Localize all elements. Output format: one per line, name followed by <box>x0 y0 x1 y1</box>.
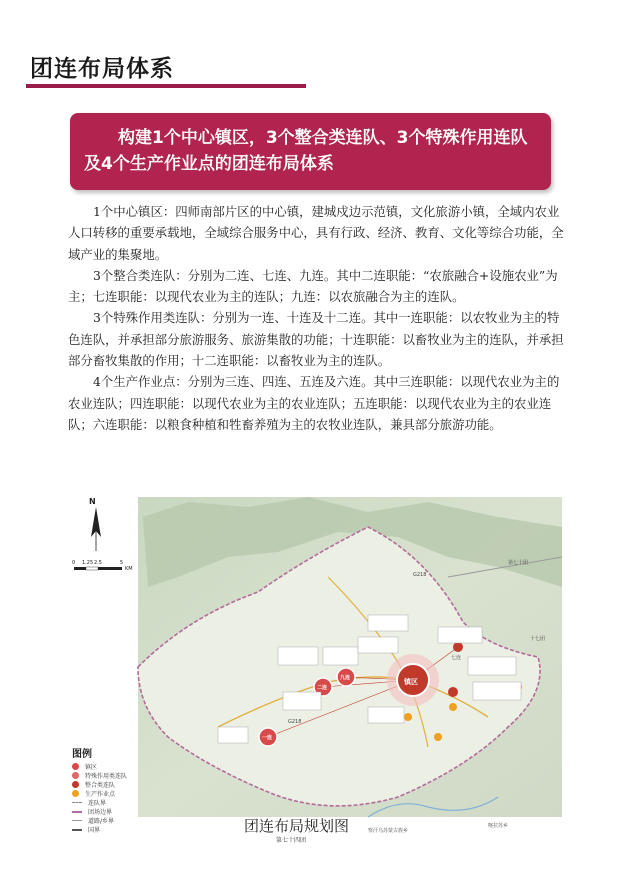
integrated-company-swatch-icon <box>72 781 79 788</box>
legend-title: 图例 <box>72 749 92 760</box>
road-label-east-township: 喀拉苏乡 <box>488 823 509 829</box>
scale-tick-3: 5 <box>120 560 124 566</box>
road-label-south-township: 察汗乌苏蒙古族乡 <box>368 828 409 834</box>
layout-map <box>68 497 562 847</box>
road-label-g218-south: G218 <box>288 719 302 725</box>
company-boundary-swatch-icon <box>72 802 82 803</box>
north-label: N <box>89 497 96 506</box>
company-seven-node <box>453 642 463 652</box>
border-swatch-icon <box>72 829 82 831</box>
production-point-swatch-icon <box>72 790 79 797</box>
paragraph-special-companies: 3个特殊作用类连队：分别为一连、十连及十二连。其中一连职能：以农牧业为主的特色连队，并承担部分旅游服务、旅游集散的功能；十连职能：以畜牧业为主的连队，并承担部分畜牧集散的作用；十二连职能：以畜牧业为主的连队。 <box>68 310 564 369</box>
map-legend <box>72 745 152 834</box>
scale-bar <box>74 567 122 570</box>
town-swatch-icon <box>72 763 79 770</box>
paragraph-town: 1个中心镇区：四师南部片区的中心镇，建城戍边示范镇，文化旅游小镇，全域内农业人口转移的重要承载地，全域综合服务中心，具有行政、经济、教育、文化等综合功能，全域产业的集聚地。 <box>68 204 564 262</box>
production-point <box>449 703 457 711</box>
body-text <box>68 201 568 435</box>
town-node-label: 镇区 <box>404 678 418 686</box>
legend-item: 整合类连队 <box>72 780 152 789</box>
legend-item: 镇区 <box>72 762 152 771</box>
legend-item: 连队界 <box>72 798 152 807</box>
headline-banner: 构建1个中心镇区，3个整合类连队、3个特殊作用连队及4个生产作业点的团连布局体系 <box>70 113 551 190</box>
legend-item: 特殊作用类连队 <box>72 771 152 780</box>
scale-tick-1: 1.25 <box>82 560 94 566</box>
north-arrow <box>91 507 101 551</box>
company-nine-label: 九连 <box>340 675 351 681</box>
road-label-ninth-group: 第七十团 <box>508 560 529 566</box>
paragraph-production-points: 4个生产作业点：分别为三连、四连、五连及六连。其中三连职能：以现代农业为主的农业连队；四连职能：以现代农业为主的农业连队；五连职能：以现代农业为主的农业连队；六连职能：以粮食种植和牲畜养殖为主的农牧业连队，兼具部分旅游功能。 <box>68 374 560 432</box>
production-point <box>404 713 412 721</box>
road-swatch-icon <box>72 820 82 821</box>
company-node <box>448 687 458 697</box>
page-title: 团连布局体系 <box>30 56 174 82</box>
company-one-label: 一连 <box>262 735 273 741</box>
map-subcaption: 第七十四团 <box>276 837 307 844</box>
legend-item: 生产作业点 <box>72 789 152 798</box>
legend-item: 团场边界 <box>72 807 152 816</box>
scale-unit: KM <box>125 566 133 572</box>
scale-tick-0: 0 <box>72 560 76 566</box>
legend-item: 国界 <box>72 825 152 834</box>
paragraph-integrated-companies: 3个整合类连队：分别为二连、七连、九连。其中二连职能：“农旅融合+设施农业”为主；七连职能：以现代农业为主的连队；九连：以农旅融合为主的连队。 <box>68 267 558 305</box>
regiment-boundary-swatch-icon <box>72 811 82 813</box>
special-company-swatch-icon <box>72 772 79 779</box>
company-seven-label: 七连 <box>451 655 462 661</box>
legend-item: 道路/乡界 <box>72 816 152 825</box>
title-underline <box>26 84 306 88</box>
map-caption: 团连布局规划图 <box>244 817 350 835</box>
scale-tick-2: 2.5 <box>94 560 102 566</box>
road-label-g218-north: G218 <box>413 572 427 578</box>
company-two-label: 二连 <box>317 685 328 691</box>
road-label-seventeenth: 十七团 <box>530 636 546 642</box>
production-point <box>434 733 442 741</box>
